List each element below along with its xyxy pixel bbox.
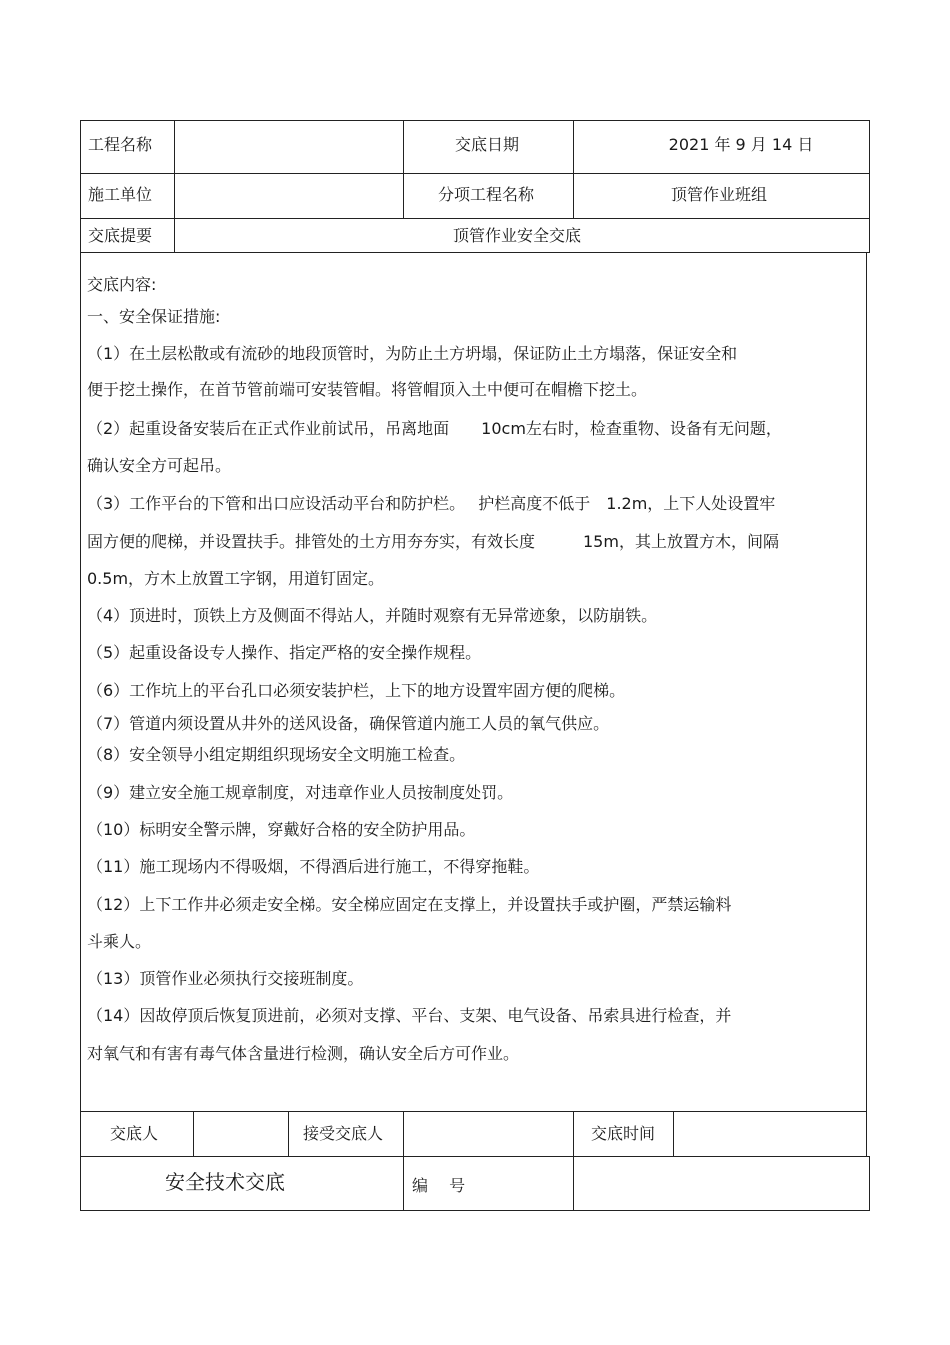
col-divider: [193, 1111, 194, 1157]
doc-title: 安全技术交底: [165, 1170, 285, 1194]
col-divider: [403, 120, 404, 218]
sub-project-label: 分项工程名称: [437, 185, 535, 204]
receiver-label: 接受交底人: [302, 1124, 384, 1143]
content-line: 便于挖土操作，在首节管前端可安装管帽。将管帽顶入土中便可在帽檐下挖土。: [87, 380, 648, 399]
content-line: （4）顶进时，顶铁上方及侧面不得站人，并随时观察有无异常迹象，以防崩铁。: [87, 606, 658, 625]
content-line: 固方便的爬梯，并设置扶手。排管处的土方用夯夯实，有效长度 15m，其上放置方木，间隔: [87, 532, 779, 551]
content-line: （14）因故停顶后恢复顶进前，必须对支撑、平台、支架、电气设备、吊索具进行检查，并: [87, 1006, 732, 1025]
row-divider: [80, 173, 870, 174]
content-line: （1）在土层松散或有流砂的地段顶管时，为防止土方坍塌，保证防止土方塌落，保证安全和: [87, 344, 738, 363]
content-line: （3）工作平台的下管和出口应设活动平台和防护栏。 护栏高度不低于 1.2m，上下人处设置牢: [87, 494, 776, 513]
col-divider: [573, 1156, 574, 1211]
summary-label: 交底提要: [88, 226, 153, 245]
col-divider: [174, 120, 175, 253]
summary-value: 顶管作业安全交底: [452, 226, 582, 245]
sub-project-value: 顶管作业班组: [670, 185, 768, 204]
discloser-label: 交底人: [109, 1124, 159, 1143]
content-line: （7）管道内须设置从井外的送风设备，确保管道内施工人员的氧气供应。: [87, 714, 610, 733]
col-divider: [573, 120, 574, 218]
content-line: （2）起重设备安装后在正式作业前试吊，吊离地面 10cm左右时，检查重物、设备有无问题，: [87, 419, 782, 438]
col-divider: [673, 1111, 674, 1157]
col-divider: [403, 1111, 404, 1157]
number-label: 编 号: [412, 1176, 466, 1195]
unit-label: 施工单位: [88, 185, 153, 204]
col-divider: [288, 1111, 289, 1157]
content-title: 交底内容:: [87, 275, 157, 294]
content-line: （6）工作坑上的平台孔口必须安装护栏，上下的地方设置牢固方便的爬梯。: [87, 681, 626, 700]
time-label: 交底时间: [590, 1124, 656, 1143]
content-line: 斗乘人。: [87, 932, 152, 951]
content-line: （5）起重设备设专人操作、指定严格的安全操作规程。: [87, 643, 482, 662]
content-line: （8）安全领导小组定期组织现场安全文明施工检查。: [87, 745, 466, 764]
col-divider: [573, 1111, 574, 1157]
content-line: （10）标明安全警示牌，穿戴好合格的安全防护用品。: [87, 820, 476, 839]
date-label: 交底日期: [454, 135, 520, 154]
content-line: （12）上下工作井必须走安全梯。安全梯应固定在支撑上，并设置扶手或护圈，严禁运输料: [87, 895, 732, 914]
project-name-label: 工程名称: [88, 135, 153, 154]
date-value: 2021 年 9 月 14 日: [668, 135, 814, 154]
content-line: （11）施工现场内不得吸烟，不得酒后进行施工，不得穿拖鞋。: [87, 857, 540, 876]
content-line: 对氧气和有害有毒气体含量进行检测，确认安全后方可作业。: [87, 1044, 520, 1063]
section-heading: 一、安全保证措施:: [87, 307, 221, 326]
content-line: 确认安全方可起吊。: [87, 456, 232, 475]
content-line: 0.5m，方木上放置工字钢，用道钉固定。: [87, 569, 385, 588]
signature-row: [80, 1111, 867, 1157]
content-line: （9）建立安全施工规章制度，对违章作业人员按制度处罚。: [87, 783, 514, 802]
content-line: （13）顶管作业必须执行交接班制度。: [87, 969, 364, 988]
row-divider: [80, 218, 870, 219]
col-divider: [403, 1156, 404, 1211]
